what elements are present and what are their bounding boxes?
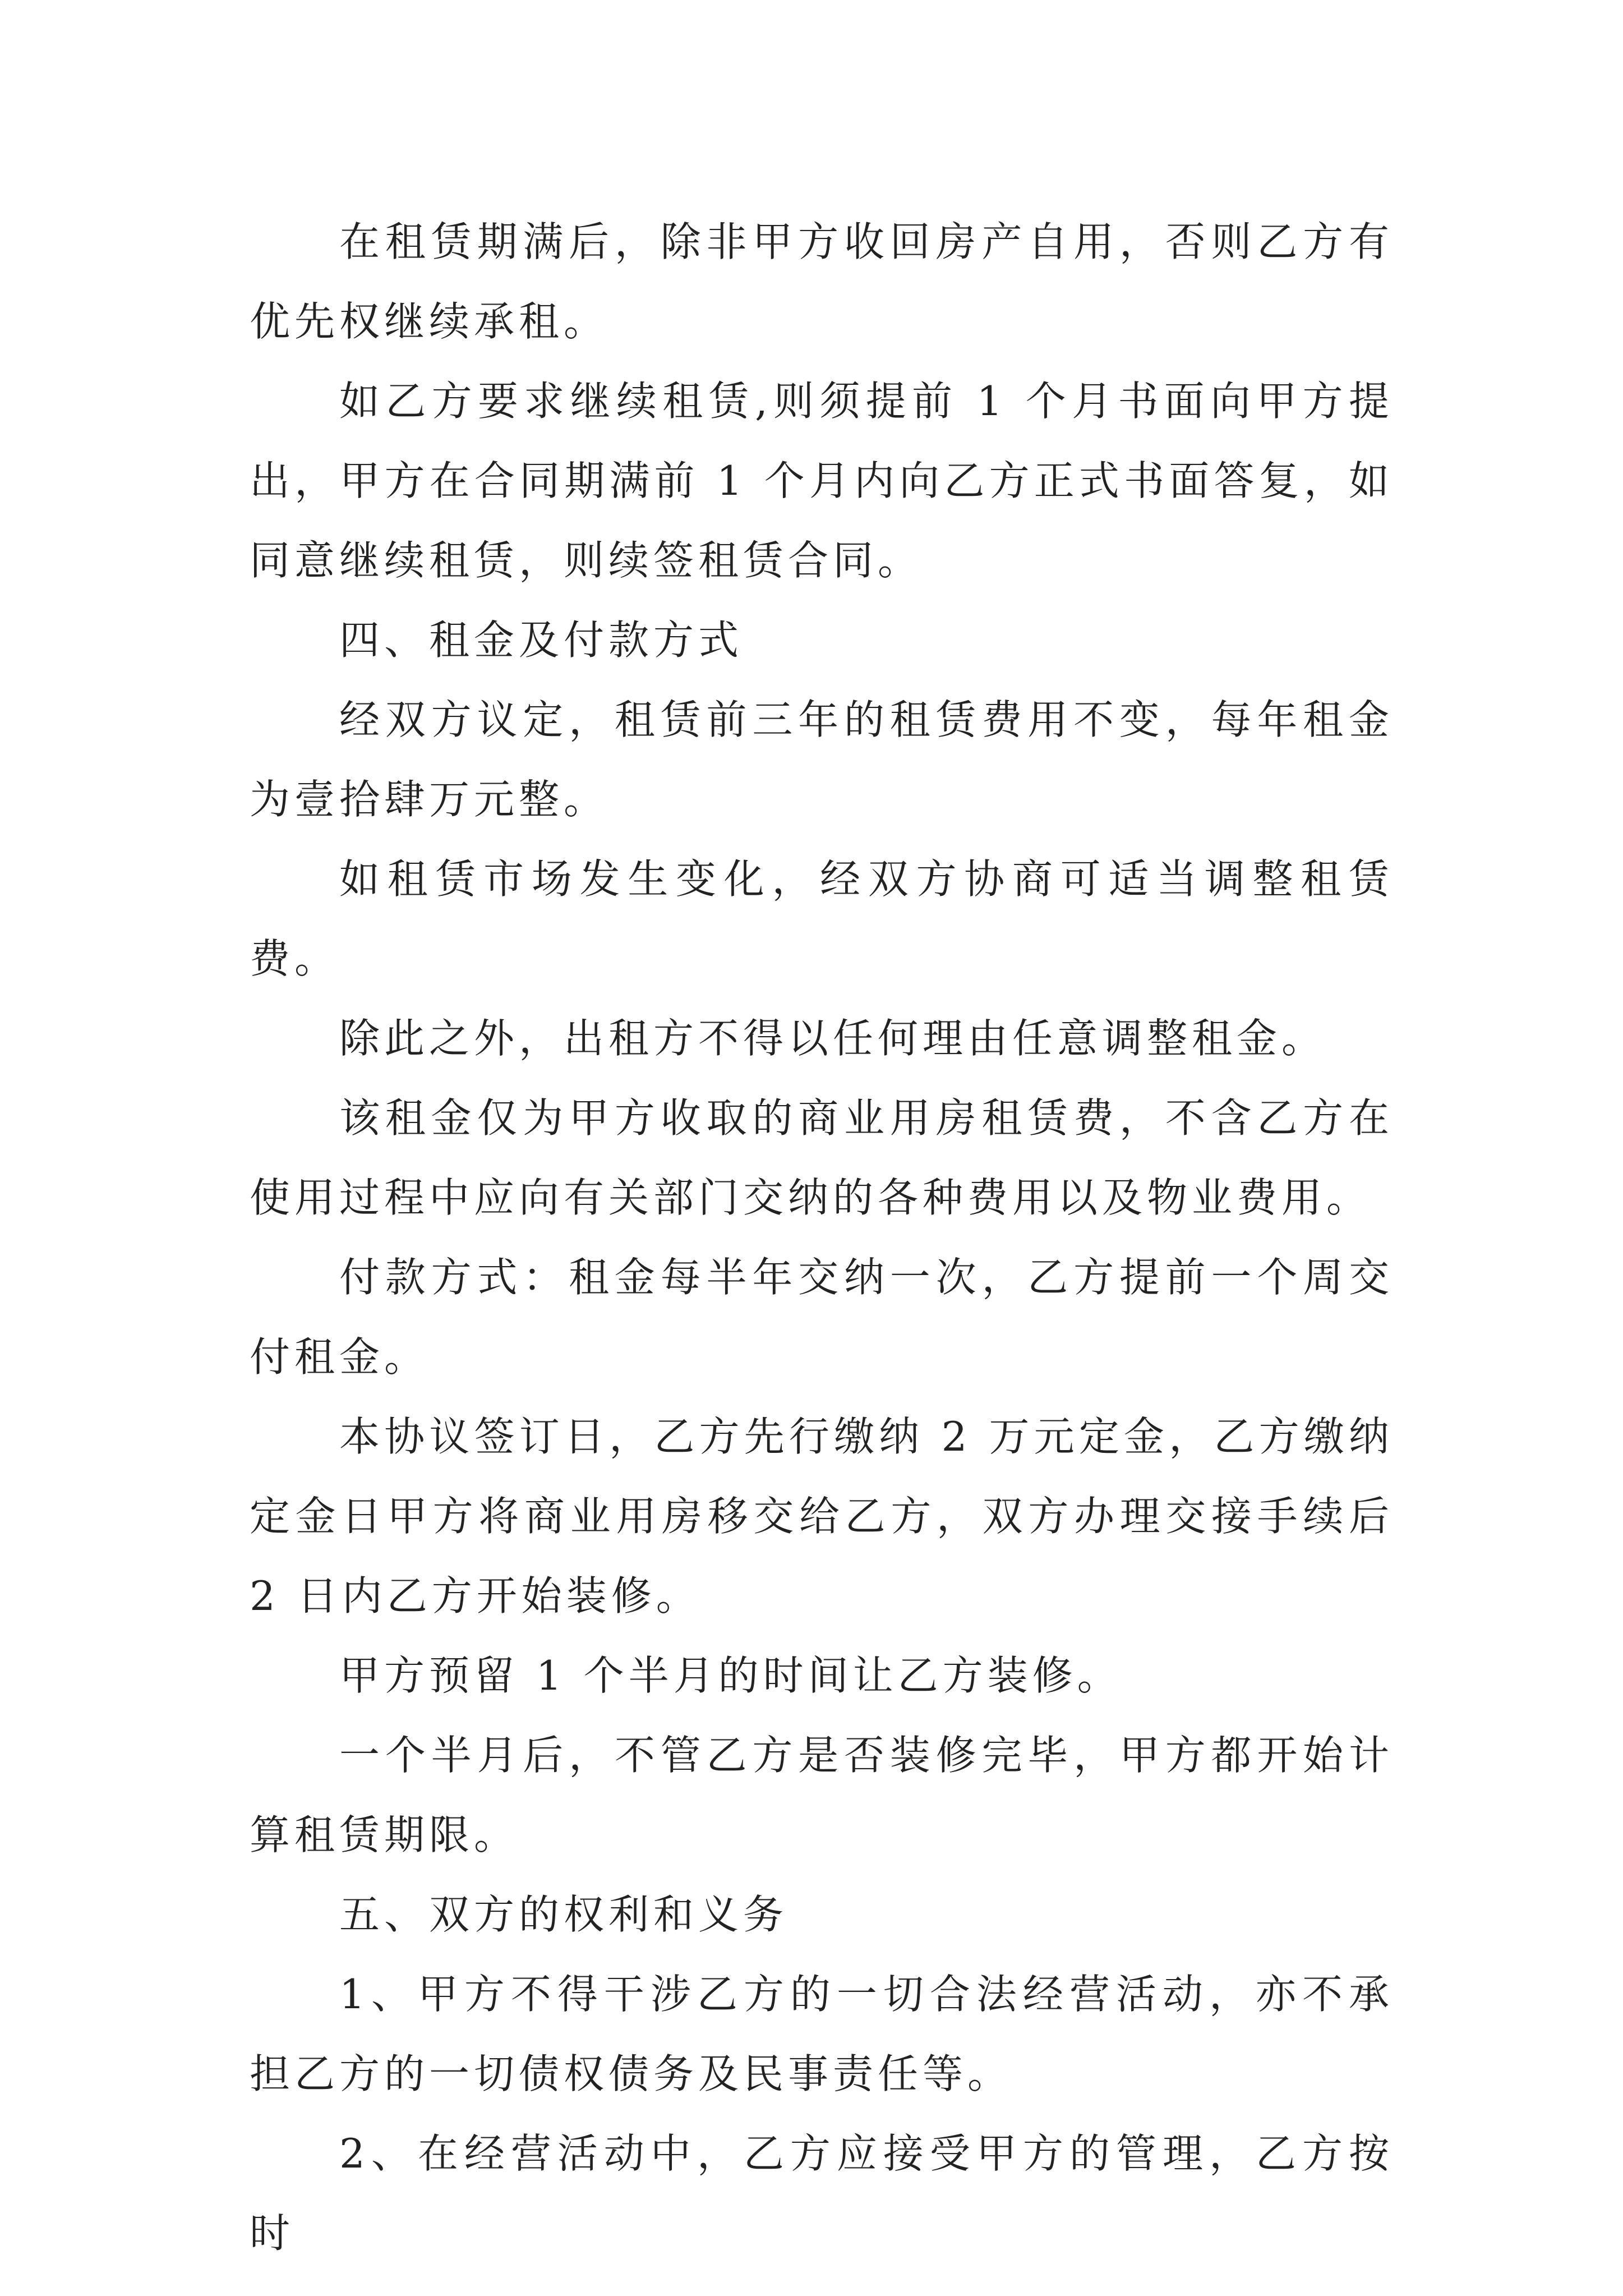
paragraph-renovation-period: 甲方预留 1 个半月的时间让乙方装修。 xyxy=(339,1652,1122,1699)
paragraph-right-1: 1、甲方不得干涉乙方的一切合法经营活动，亦不承担乙方的一切债权债务及民事责任等。 xyxy=(250,1971,1394,2097)
paragraph-no-other-adjustment: 除此之外，出租方不得以任何理由任意调整租金。 xyxy=(339,1015,1327,1062)
section-heading-rights: 五、双方的权利和义务 xyxy=(339,1891,789,1938)
paragraph-rent-scope: 该租金仅为甲方收取的商业用房租赁费，不含乙方在使用过程中应向有关部门交纳的各种费用以及物业费用。 xyxy=(250,1094,1394,1221)
document-body xyxy=(250,202,1394,2273)
paragraph-annual-rent: 经双方议定，租赁前三年的租赁费用不变，每年租金为壹拾肆万元整。 xyxy=(250,696,1394,823)
paragraph-payment-method: 付款方式：租金每半年交纳一次，乙方提前一个周交付租金。 xyxy=(250,1254,1394,1381)
paragraph-priority-renewal: 在租赁期满后，除非甲方收回房产自用，否则乙方有优先权继续承租。 xyxy=(250,218,1394,345)
paragraph-right-2: 2、在经营活动中，乙方应接受甲方的管理，乙方按时 xyxy=(250,2130,1394,2257)
paragraph-deposit: 本协议签订日，乙方先行缴纳 2 万元定金，乙方缴纳定金日甲方将商业用房移交给乙方，双方办理交接手续后 2 日内乙方开始装修。 xyxy=(250,1413,1394,1619)
paragraph-renewal-notice: 如乙方要求继续租赁,则须提前 1 个月书面向甲方提出，甲方在合同期满前 1 个月内向乙方正式书面答复，如同意继续租赁，则续签租赁合同。 xyxy=(250,378,1394,584)
paragraph-lease-start: 一个半月后，不管乙方是否装修完毕，甲方都开始计算租赁期限。 xyxy=(250,1732,1394,1858)
section-heading-rent: 四、租金及付款方式 xyxy=(339,616,744,664)
paragraph-rent-adjustment: 如租赁市场发生变化，经双方协商可适当调整租赁费。 xyxy=(250,855,1394,982)
